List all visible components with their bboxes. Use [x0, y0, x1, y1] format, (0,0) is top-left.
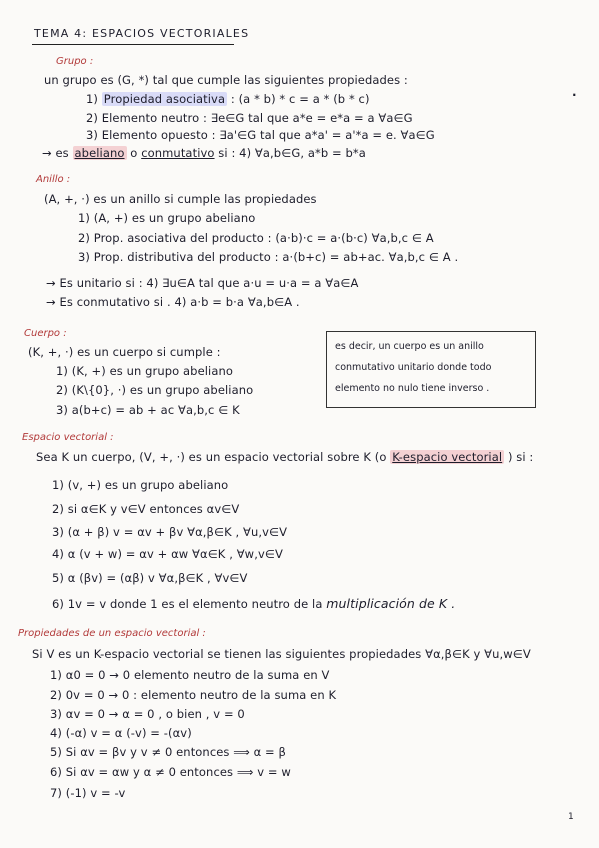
anillo-unitario: → Es unitario si : 4) ∃u∈A tal que a·u = u·a = a ∀a∈A [46, 276, 359, 290]
title-underline [32, 44, 234, 45]
page-number: 1 [568, 812, 574, 822]
grupo-prop-2: 2) Elemento neutro : ∃e∈G tal que a*e = e*a = a ∀a∈G [86, 111, 413, 125]
anillo-prop-2: 2) Prop. asociativa del producto : (a·b)·c = a·(b·c) ∀a,b,c ∈ A [78, 231, 434, 245]
grupo-abeliano-o: o [130, 146, 138, 160]
propiedades-heading: Propiedades de un espacio vectorial : [18, 628, 206, 639]
espacio-prop-4: 4) α (v + w) = αv + αw ∀α∈K , ∀w,v∈V [52, 547, 283, 561]
grupo-abeliano-rest: si : 4) ∀a,b∈G, a*b = b*a [218, 146, 366, 160]
espacio-intro [36, 450, 533, 464]
espacio-prop-6-end: multiplicación de K . [326, 596, 456, 611]
cuerpo-note-box [326, 331, 536, 408]
espacio-prop-2: 2) si α∈K y v∈V entonces αv∈V [52, 502, 240, 516]
espacio-prop-6 [52, 596, 455, 611]
grupo-abeliano-word: abeliano [74, 146, 125, 160]
espacio-prop-3: 3) (α + β) v = αv + βv ∀α,β∈K , ∀u,v∈V [52, 525, 288, 539]
grupo-heading: Grupo : [56, 56, 94, 67]
espacio-prop-5: 5) α (βv) = (αβ) v ∀α,β∈K , ∀v∈V [52, 571, 248, 585]
cuerpo-note-line-3: elemento no nulo tiene inverso . [335, 383, 490, 394]
propiedades-prop-7: 7) (-1) v = -v [50, 786, 126, 800]
anillo-intro: (A, +, ·) es un anillo si cumple las propiedades [44, 192, 317, 206]
espacio-intro-highlight: K-espacio vectorial [392, 450, 503, 464]
cuerpo-note-line-1: es decir, un cuerpo es un anillo [335, 341, 484, 352]
anillo-prop-3: 3) Prop. distributiva del producto : a·(b+c) = ab+ac. ∀a,b,c ∈ A . [78, 250, 459, 264]
propiedades-prop-2: 2) 0v = 0 → 0 : elemento neutro de la suma en K [50, 688, 337, 702]
propiedades-prop-1: 1) α0 = 0 → 0 elemento neutro de la suma en V [50, 668, 330, 682]
grupo-abeliano-arrow: → es [42, 146, 69, 160]
grupo-prop-1-num: 1) [86, 92, 99, 106]
espacio-intro-post: ) si : [507, 450, 534, 464]
grupo-prop-1 [86, 92, 370, 106]
grupo-prop-3: 3) Elemento opuesto : ∃a'∈G tal que a*a' = a'*a = e. ∀a∈G [86, 128, 435, 142]
grupo-conmutativo-word: conmutativo [141, 146, 215, 160]
page-title: TEMA 4: ESPACIOS VECTORIALES [34, 27, 250, 40]
anillo-conmutativo: → Es conmutativo si . 4) a·b = b·a ∀a,b∈A . [46, 295, 300, 309]
cuerpo-intro: (K, +, ·) es un cuerpo si cumple : [28, 345, 221, 359]
cuerpo-note-line-2: conmutativo unitario donde todo [335, 362, 492, 373]
grupo-prop-1-rest: : (a * b) * c = a * (b * c) [230, 92, 370, 106]
margin-mark: · [572, 88, 577, 102]
espacio-heading: Espacio vectorial : [22, 432, 114, 443]
cuerpo-heading: Cuerpo : [24, 328, 67, 339]
propiedades-prop-5: 5) Si αv = βv y v ≠ 0 entonces ⟹ α = β [50, 745, 286, 759]
anillo-prop-1: 1) (A, +) es un grupo abeliano [78, 211, 256, 225]
espacio-prop-1: 1) (v, +) es un grupo abeliano [52, 478, 229, 492]
espacio-prop-6-text: 6) 1v = v donde 1 es el elemento neutro de la [52, 597, 323, 611]
propiedades-prop-6: 6) Si αv = αw y α ≠ 0 entonces ⟹ v = w [50, 765, 291, 779]
cuerpo-prop-3: 3) a(b+c) = ab + ac ∀a,b,c ∈ K [56, 403, 240, 417]
cuerpo-prop-1: 1) (K, +) es un grupo abeliano [56, 364, 234, 378]
propiedades-prop-4: 4) (-α) v = α (-v) = -(αv) [50, 726, 192, 740]
grupo-intro: un grupo es (G, *) tal que cumple las siguientes propiedades : [44, 73, 408, 87]
propiedades-prop-3: 3) αv = 0 → α = 0 , o bien , v = 0 [50, 707, 245, 721]
propiedades-intro: Si V es un K-espacio vectorial se tienen las siguientes propiedades ∀α,β∈K y ∀u,w∈V [32, 647, 531, 661]
cuerpo-prop-2: 2) (K\{0}, ·) es un grupo abeliano [56, 383, 254, 397]
grupo-abeliano [42, 146, 366, 160]
grupo-prop-1-label: Propiedad asociativa [103, 92, 226, 106]
espacio-intro-pre: Sea K un cuerpo, (V, +, ·) es un espacio vectorial sobre K (o [36, 450, 387, 464]
anillo-heading: Anillo : [36, 174, 71, 185]
